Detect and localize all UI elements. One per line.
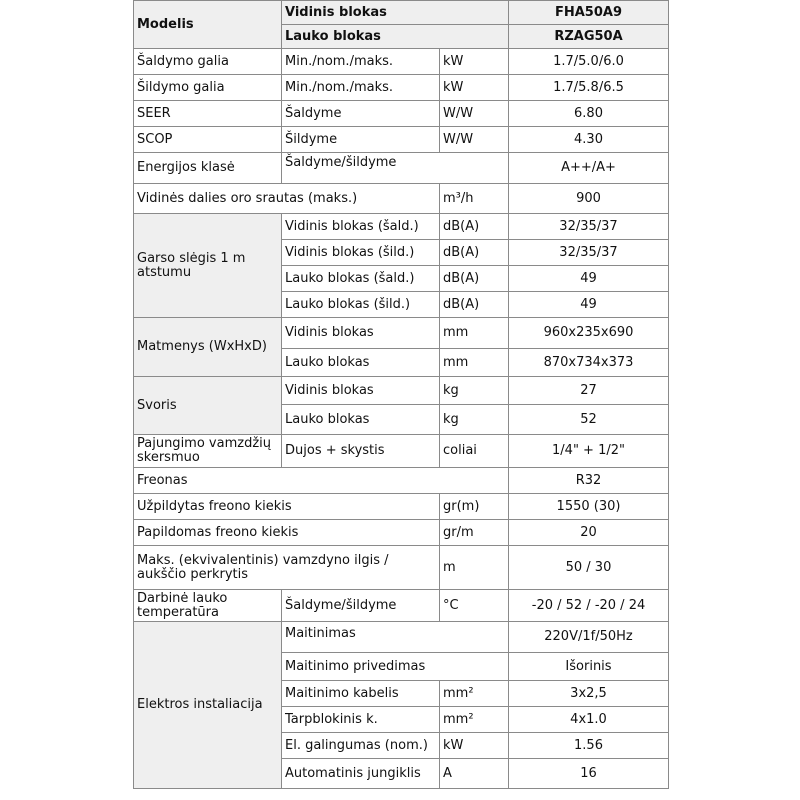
unit-cell: mm	[440, 318, 509, 349]
cond-cell: El. galingumas (nom.)	[282, 733, 440, 759]
header-outdoor-label: Lauko blokas	[282, 25, 509, 49]
table-row	[134, 622, 669, 653]
cond-cell: Maitinimas	[282, 622, 509, 653]
value-cell: 870x734x373	[509, 349, 669, 377]
unit-cell: W/W	[440, 101, 509, 127]
header-outdoor-model: RZAG50A	[509, 25, 669, 49]
unit-cell: mm	[440, 349, 509, 377]
unit-cell: dB(A)	[440, 266, 509, 292]
table-row	[134, 127, 669, 153]
value-cell: Išorinis	[509, 653, 669, 681]
cond-cell: Min./nom./maks.	[282, 49, 440, 75]
value-cell: 3x2,5	[509, 681, 669, 707]
cond-cell: Vidinis blokas (šald.)	[282, 214, 440, 240]
param-cell: Papildomas freono kiekis	[134, 520, 440, 546]
cond-cell: Vidinis blokas	[282, 377, 440, 405]
cond-cell: Dujos + skystis	[282, 435, 440, 468]
param-cell: Vidinės dalies oro srautas (maks.)	[134, 184, 440, 214]
unit-cell: °C	[440, 590, 509, 622]
unit-cell: kW	[440, 733, 509, 759]
value-cell: 1.56	[509, 733, 669, 759]
table-row	[134, 318, 669, 349]
unit-cell: dB(A)	[440, 214, 509, 240]
table-row	[134, 590, 669, 622]
value-cell: 220V/1f/50Hz	[509, 622, 669, 653]
unit-cell: kW	[440, 75, 509, 101]
cond-cell: Maitinimo kabelis	[282, 681, 440, 707]
table-row	[134, 377, 669, 405]
cond-cell: Vidinis blokas	[282, 318, 440, 349]
header-row-indoor	[134, 1, 669, 25]
param-cell: Šaldymo galia	[134, 49, 282, 75]
value-cell: 32/35/37	[509, 214, 669, 240]
cond-cell: Vidinis blokas (šild.)	[282, 240, 440, 266]
table-row	[134, 520, 669, 546]
value-cell: 900	[509, 184, 669, 214]
table-row	[134, 435, 669, 468]
unit-cell: mm²	[440, 681, 509, 707]
unit-cell: dB(A)	[440, 292, 509, 318]
value-cell: 1/4" + 1/2"	[509, 435, 669, 468]
unit-cell: A	[440, 759, 509, 789]
param-cell-sound: Garso slėgis 1 m atstumu	[134, 214, 282, 318]
table-row	[134, 494, 669, 520]
param-cell-dimensions: Matmenys (WxHxD)	[134, 318, 282, 377]
value-cell: 20	[509, 520, 669, 546]
unit-cell: m	[440, 546, 509, 590]
value-cell: 960x235x690	[509, 318, 669, 349]
unit-cell: gr(m)	[440, 494, 509, 520]
table-row	[134, 546, 669, 590]
param-cell: Maks. (ekvivalentinis) vamzdyno ilgis / aukščio perkrytis	[134, 546, 440, 590]
value-cell: 50 / 30	[509, 546, 669, 590]
cond-cell: Lauko blokas	[282, 405, 440, 435]
cond-cell: Lauko blokas	[282, 349, 440, 377]
param-cell: Energijos klasė	[134, 153, 282, 184]
unit-cell: kW	[440, 49, 509, 75]
table-row	[134, 153, 669, 184]
value-cell: R32	[509, 468, 669, 494]
header-indoor-model: FHA50A9	[509, 1, 669, 25]
value-cell: A++/A+	[509, 153, 669, 184]
header-model-label: Modelis	[134, 1, 282, 49]
cond-cell: Šaldyme	[282, 101, 440, 127]
table-row	[134, 184, 669, 214]
value-cell: 4x1.0	[509, 707, 669, 733]
cond-cell: Automatinis jungiklis	[282, 759, 440, 789]
param-cell: Freonas	[134, 468, 509, 494]
table-row	[134, 49, 669, 75]
cond-cell: Min./nom./maks.	[282, 75, 440, 101]
unit-cell: kg	[440, 377, 509, 405]
value-cell: 49	[509, 292, 669, 318]
cond-cell: Šaldyme/šildyme	[282, 153, 509, 184]
table-row	[134, 214, 669, 240]
table-row	[134, 101, 669, 127]
value-cell: 6.80	[509, 101, 669, 127]
param-cell: SCOP	[134, 127, 282, 153]
param-cell: SEER	[134, 101, 282, 127]
value-cell: 4.30	[509, 127, 669, 153]
value-cell: 16	[509, 759, 669, 789]
value-cell: 1.7/5.0/6.0	[509, 49, 669, 75]
unit-cell: W/W	[440, 127, 509, 153]
value-cell: 1550 (30)	[509, 494, 669, 520]
cond-cell: Lauko blokas (šild.)	[282, 292, 440, 318]
table-row	[134, 468, 669, 494]
cond-cell: Tarpblokinis k.	[282, 707, 440, 733]
unit-cell: kg	[440, 405, 509, 435]
unit-cell: m³/h	[440, 184, 509, 214]
header-indoor-label: Vidinis blokas	[282, 1, 509, 25]
cond-cell: Lauko blokas (šald.)	[282, 266, 440, 292]
value-cell: 52	[509, 405, 669, 435]
value-cell: 27	[509, 377, 669, 405]
spec-table	[133, 0, 669, 789]
cond-cell: Šildyme	[282, 127, 440, 153]
value-cell: 1.7/5.8/6.5	[509, 75, 669, 101]
param-cell: Darbinė lauko temperatūra	[134, 590, 282, 622]
value-cell: 49	[509, 266, 669, 292]
param-cell: Pajungimo vamzdžių skersmuo	[134, 435, 282, 468]
cond-cell: Šaldyme/šildyme	[282, 590, 440, 622]
param-cell-electrical: Elektros instaliacija	[134, 622, 282, 789]
unit-cell: mm²	[440, 707, 509, 733]
unit-cell: dB(A)	[440, 240, 509, 266]
table-row	[134, 75, 669, 101]
cond-cell: Maitinimo privedimas	[282, 653, 509, 681]
param-cell: Užpildytas freono kiekis	[134, 494, 440, 520]
value-cell: 32/35/37	[509, 240, 669, 266]
param-cell-weight: Svoris	[134, 377, 282, 435]
unit-cell: gr/m	[440, 520, 509, 546]
value-cell: -20 / 52 / -20 / 24	[509, 590, 669, 622]
unit-cell: coliai	[440, 435, 509, 468]
param-cell: Šildymo galia	[134, 75, 282, 101]
